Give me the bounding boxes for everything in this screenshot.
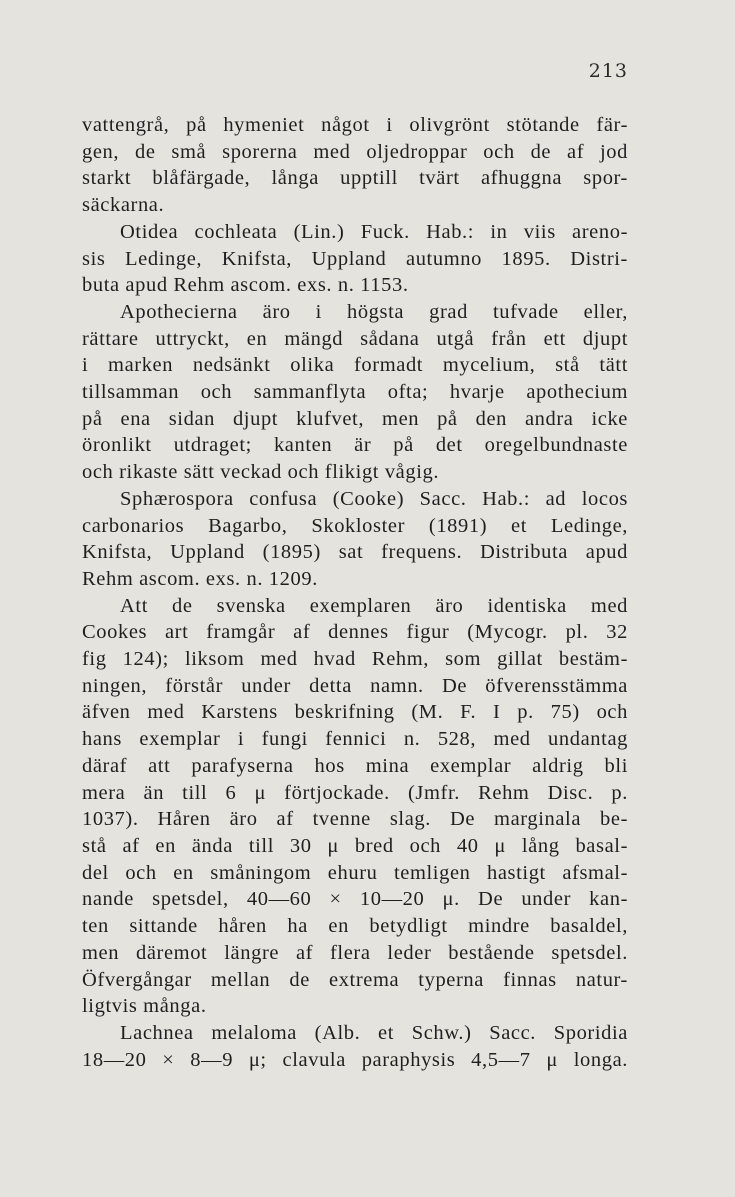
text-line: del och en småningom ehuru temligen hastigt afsmal- bbox=[82, 861, 628, 884]
page-number: 213 bbox=[588, 60, 628, 82]
text-line: Sphærospora confusa (Cooke) Sacc. Hab.: ad locos bbox=[120, 487, 628, 510]
text-line: buta apud Rehm ascom. exs. n. 1153. bbox=[82, 274, 409, 297]
text-line: 18—20 × 8—9 μ; clavula paraphysis 4,5—7 μ longa. bbox=[82, 1048, 628, 1071]
text-line: Öfvergångar mellan de extrema typerna finnas natur- bbox=[82, 968, 628, 991]
text-line: säckarna. bbox=[82, 194, 165, 217]
text-line: på ena sidan djupt klufvet, men på den andra icke bbox=[82, 407, 628, 430]
text-line: 1037). Håren äro af tvenne slag. De marginala be- bbox=[82, 808, 628, 831]
text-line: Otidea cochleata (Lin.) Fuck. Hab.: in viis areno- bbox=[120, 220, 628, 243]
text-line: rättare uttryckt, en mängd sådana utgå från ett djupt bbox=[82, 327, 628, 350]
text-line: ligtvis många. bbox=[82, 995, 207, 1018]
text-line: mera än till 6 μ förtjockade. (Jmfr. Rehm Disc. p. bbox=[82, 781, 628, 804]
text-line: äfven med Karstens beskrifning (M. F. I p. 75) och bbox=[82, 701, 628, 724]
text-line: vattengrå, på hymeniet något i olivgrönt stötande fär- bbox=[82, 114, 628, 136]
text-line: ningen, förstår under detta namn. De öfverensstämma bbox=[82, 674, 628, 697]
text-line: öronlikt utdraget; kanten är på det oregelbundnaste bbox=[82, 434, 628, 457]
text-line: Lachnea melaloma (Alb. et Schw.) Sacc. Sporidia bbox=[120, 1021, 628, 1044]
text-line: hans exemplar i fungi fennici n. 528, med undantag bbox=[82, 728, 628, 751]
text-line: däraf att parafyserna hos mina exemplar aldrig bli bbox=[82, 754, 628, 777]
text-line: i marken nedsänkt olika formadt mycelium, stå tätt bbox=[82, 354, 628, 377]
text-line: Knifsta, Uppland (1895) sat frequens. Distributa apud bbox=[82, 541, 628, 564]
text-line: sis Ledinge, Knifsta, Uppland autumno 1895. Distri- bbox=[82, 247, 628, 270]
text-line: fig 124); liksom med hvad Rehm, som gillat bestäm- bbox=[82, 648, 628, 671]
text-line: tillsamman och sammanflyta ofta; hvarje apothecium bbox=[82, 381, 628, 404]
text-line: Att de svenska exemplaren äro identiska med bbox=[120, 594, 628, 617]
text-line: och rikaste sätt veckad och flikigt vågig. bbox=[82, 461, 440, 484]
text-line: ten sittande håren ha en betydligt mindre basaldel, bbox=[82, 915, 628, 938]
text-line: Cookes art framgår af dennes figur (Mycogr. pl. 32 bbox=[82, 621, 628, 644]
text-line: Rehm ascom. exs. n. 1209. bbox=[82, 567, 318, 590]
body-text bbox=[82, 112, 628, 1073]
text-line: gen, de små sporerna med oljedroppar och de af jod bbox=[82, 140, 628, 163]
text-line: men däremot längre af flera leder bestående spetsdel. bbox=[82, 941, 628, 964]
text-line: carbonarios Bagarbo, Skokloster (1891) et Ledinge, bbox=[82, 514, 628, 537]
text-line: starkt blåfärgade, långa upptill tvärt afhuggna spor- bbox=[82, 167, 628, 190]
text-line: Apothecierna äro i högsta grad tufvade eller, bbox=[120, 300, 628, 323]
text-line: stå af en ända till 30 μ bred och 40 μ lång basal- bbox=[82, 834, 628, 857]
text-line: nande spetsdel, 40—60 × 10—20 μ. De under kan- bbox=[82, 888, 628, 911]
